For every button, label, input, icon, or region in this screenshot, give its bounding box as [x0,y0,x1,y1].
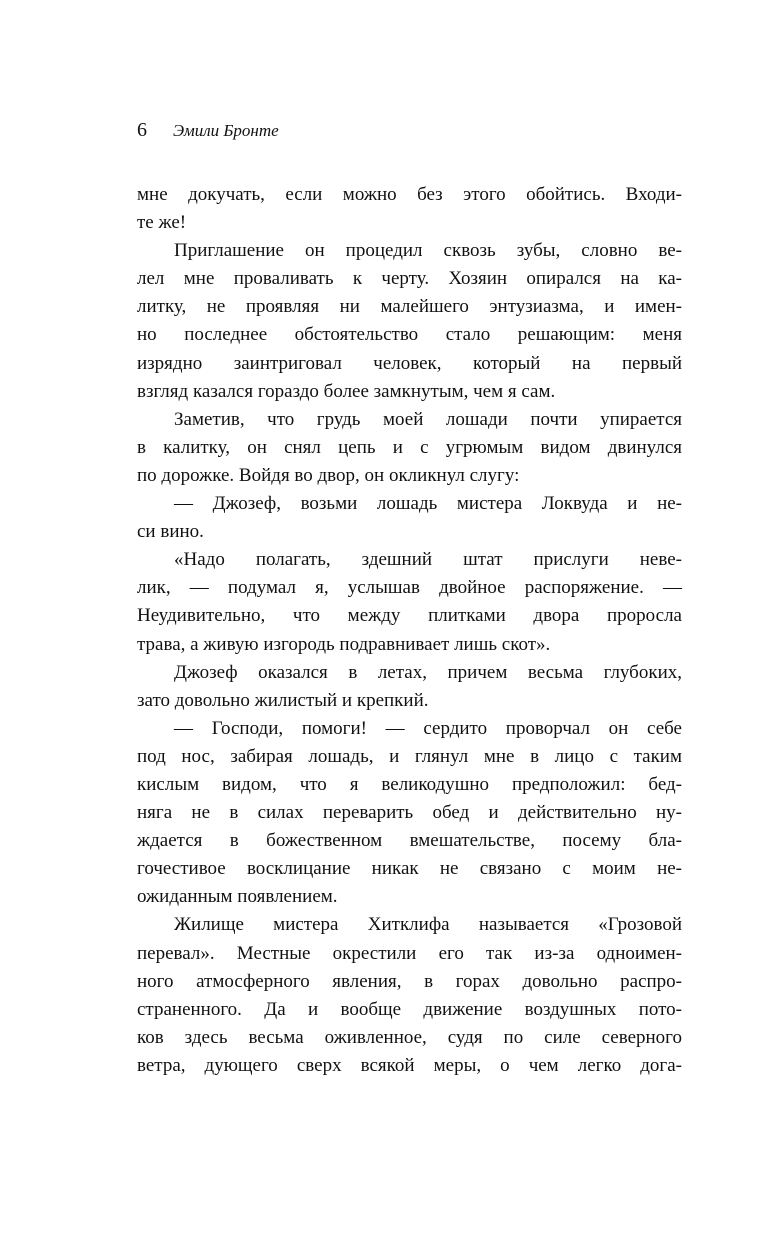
paragraph [137,490,682,546]
paragraph [137,715,682,912]
text-line: Джозеф оказался в летах, причем весьма глубоких, [174,661,682,683]
text-line: ного атмосферного явления, в горах довольно распро- [137,970,682,992]
text-line: няга не в силах переварить обед и действительно ну- [137,802,682,824]
text-line: ожиданным появлением. [137,886,338,908]
text-line: ждается в божественном вмешательстве, посему бла- [137,830,682,852]
text-line: под нос, забирая лошадь, и глянул мне в лицо с таким [137,745,682,767]
text-line: си вино. [137,521,204,543]
text-line: страненного. Да и вообще движение воздушных пото- [137,998,682,1020]
paragraph [137,237,682,406]
text-line: лел мне проваливать к черту. Хозяин опирался на ка- [137,268,682,290]
page-body [137,181,682,1080]
running-head-author: Эмили Бронте [173,121,279,140]
text-line: Неудивительно, что между плитками двора проросла [137,605,682,627]
text-line: гочестивое восклицание никак не связано с моим не- [137,858,682,880]
paragraph [137,911,682,1080]
text-line: литку, не проявляя ни малейшего энтузиазма, и имен- [137,296,682,318]
text-line: взгляд казался гораздо более замкнутым, чем я сам. [137,380,556,402]
text-line: трава, а живую изгородь подравнивает лишь скот». [137,633,551,655]
paragraph [137,406,682,490]
text-line: мне докучать, если можно без этого обойтись. Входи- [137,184,682,205]
text-line: ков здесь весьма оживленное, судя по силе северного [137,1026,682,1048]
text-line: кислым видом, что я великодушно предположил: бед- [137,773,682,795]
text-line: — Джозеф, возьми лошадь мистера Локвуда и не- [174,493,682,515]
page-number: 6 [137,119,147,141]
text-line: в калитку, он снял цепь и с угрюмым видом двинулся [137,436,682,458]
text-line: изрядно заинтриговал человек, который на первый [137,352,682,374]
text-line: «Надо полагать, здешний штат прислуги неве- [174,549,682,571]
text-line: ветра, дующего сверх всякой меры, о чем легко дога- [137,1054,682,1076]
paragraph [137,546,682,658]
text-line: по дорожке. Войдя во двор, он окликнул слугу: [137,464,520,486]
text-line: но последнее обстоятельство стало решающим: меня [137,324,682,346]
running-head [137,118,682,143]
text-line: — Господи, помоги! — сердито проворчал он себе [174,717,682,739]
text-line: перевал». Местные окрестили его так из-за одноимен- [137,942,682,964]
text-line: Жилище мистера Хитклифа называется «Грозовой [174,914,682,936]
text-line: Заметив, что грудь моей лошади почти упирается [174,408,682,430]
paragraph [137,181,682,237]
text-line: Приглашение он процедил сквозь зубы, словно ве- [174,240,682,262]
paragraph [137,659,682,715]
text-line: те же! [137,212,187,234]
text-line: лик, — подумал я, услышав двойное распоряжение. — [137,577,682,599]
text-line: зато довольно жилистый и крепкий. [137,689,429,711]
